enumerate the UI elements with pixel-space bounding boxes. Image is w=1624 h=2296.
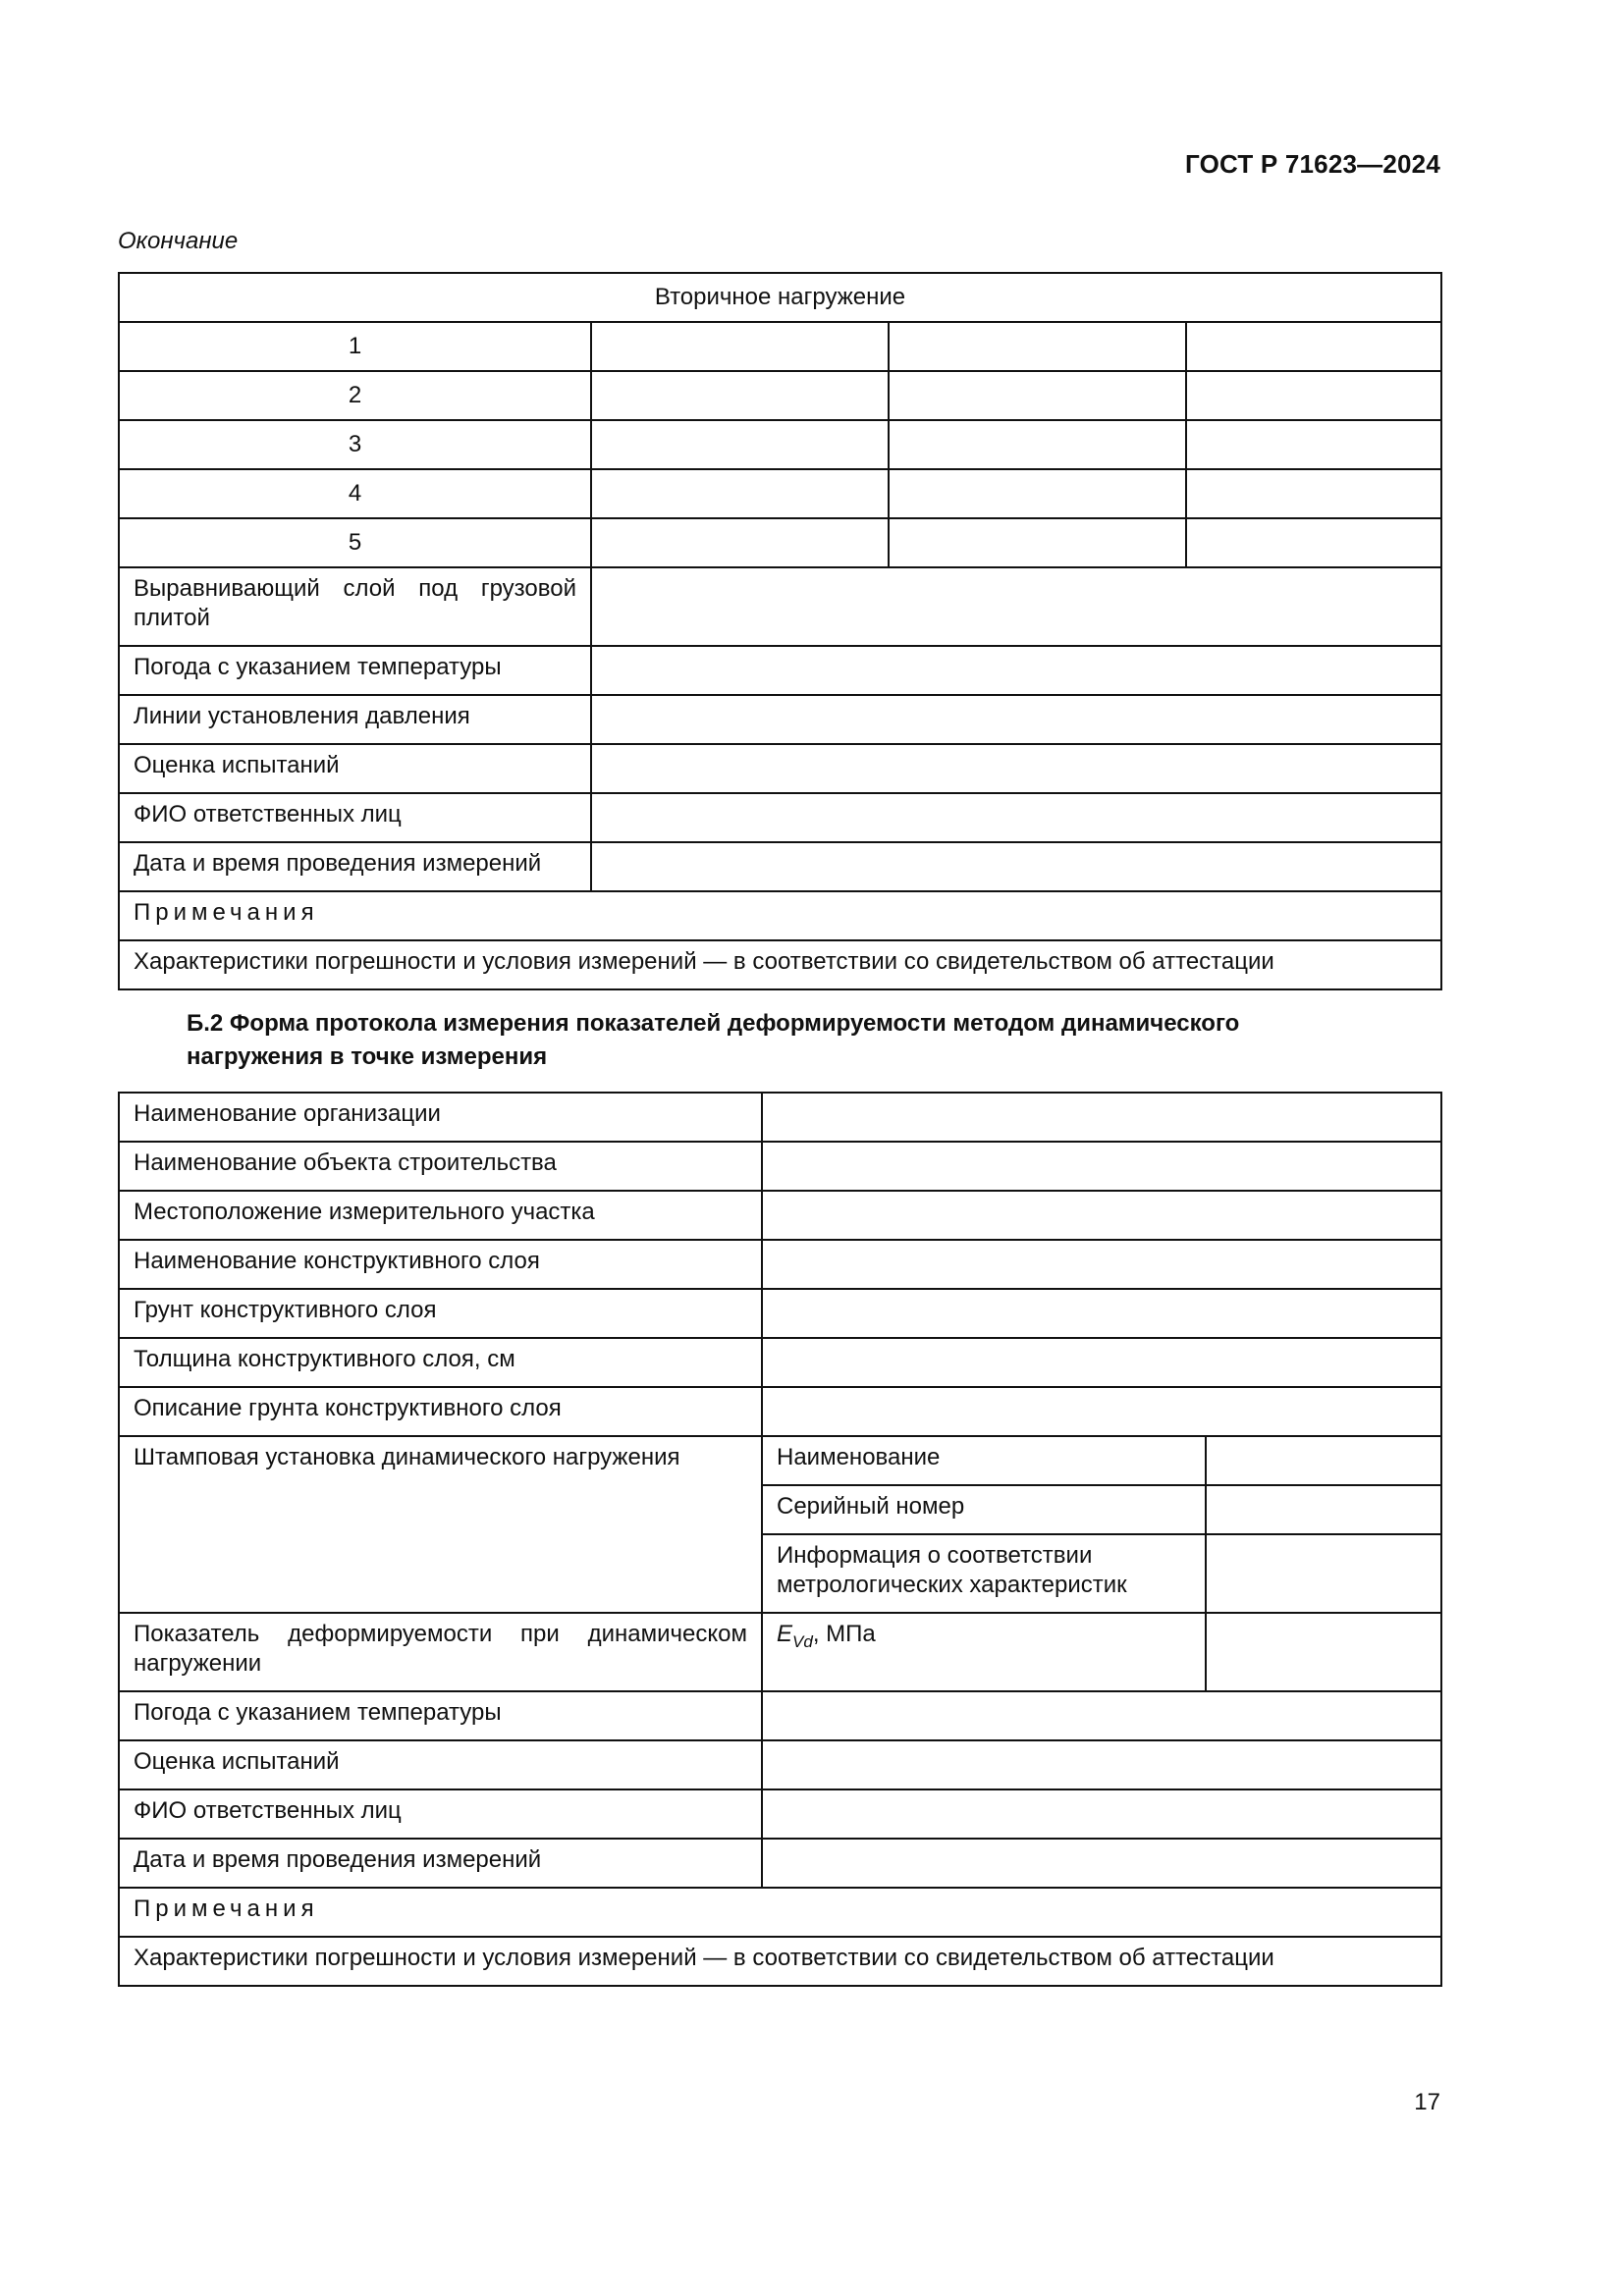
value-cell xyxy=(762,1387,1441,1436)
index-unit: , МПа xyxy=(812,1621,876,1647)
value-cell xyxy=(762,1740,1441,1789)
table-row xyxy=(119,322,1441,371)
table-row xyxy=(119,1740,1441,1789)
row-label: Наименование конструктивного слоя xyxy=(119,1240,762,1289)
document-code: ГОСТ Р 71623—2024 xyxy=(1185,149,1440,179)
value-cell xyxy=(591,518,889,567)
value-cell xyxy=(1186,518,1441,567)
value-cell xyxy=(591,646,1441,695)
table-row xyxy=(119,1937,1441,1986)
value-cell xyxy=(762,1839,1441,1888)
table-row xyxy=(119,1789,1441,1839)
value-cell xyxy=(762,1691,1441,1740)
index-symbol-cell xyxy=(762,1613,1206,1691)
table-row xyxy=(119,1338,1441,1387)
table-row xyxy=(119,1839,1441,1888)
value-cell xyxy=(591,469,889,518)
table-row xyxy=(119,469,1441,518)
row-number: 2 xyxy=(119,371,591,420)
table-row xyxy=(119,1289,1441,1338)
table-row xyxy=(119,1436,1441,1485)
row-label: Оценка испытаний xyxy=(119,744,591,793)
value-cell xyxy=(889,322,1186,371)
row-label: Наименование организации xyxy=(119,1093,762,1142)
section-b2-title: Б.2 Форма протокола измерения показателей деформируемости методом динамического нагружения в точке измерения xyxy=(187,1010,1240,1070)
table-row xyxy=(119,1387,1441,1436)
row-label: Погода с указанием температуры xyxy=(119,646,591,695)
notes-text: Характеристики погрешности и условия измерений — в соответствии со свидетельством об аттестации xyxy=(119,1937,1441,1986)
value-cell xyxy=(591,842,1441,891)
notes-label: Примечания xyxy=(119,1888,1441,1937)
value-cell xyxy=(1206,1613,1441,1691)
value-cell xyxy=(889,371,1186,420)
value-cell xyxy=(1206,1534,1441,1613)
table-row xyxy=(119,744,1441,793)
value-cell xyxy=(591,371,889,420)
dynamic-loading-protocol-table xyxy=(118,1092,1442,1987)
table-row xyxy=(119,646,1441,695)
table-row xyxy=(119,1191,1441,1240)
value-cell xyxy=(1206,1436,1441,1485)
table-row xyxy=(119,420,1441,469)
value-cell xyxy=(1186,420,1441,469)
value-cell xyxy=(591,567,1441,646)
table-row xyxy=(119,891,1441,940)
row-label: Выравнивающий слой под грузовой плитой xyxy=(119,567,591,646)
notes-text: Характеристики погрешности и условия измерений — в соответствии со свидетельством об аттестации xyxy=(119,940,1441,989)
page-number: 17 xyxy=(1414,2089,1440,2115)
row-label: Местоположение измерительного участка xyxy=(119,1191,762,1240)
row-label: Оценка испытаний xyxy=(119,1740,762,1789)
value-cell xyxy=(762,1191,1441,1240)
value-cell xyxy=(762,1338,1441,1387)
row-label: Линии установления давления xyxy=(119,695,591,744)
secondary-loading-header: Вторичное нагружение xyxy=(119,273,1441,322)
row-number: 1 xyxy=(119,322,591,371)
table-row xyxy=(119,371,1441,420)
row-label: Погода с указанием температуры xyxy=(119,1691,762,1740)
value-cell xyxy=(591,793,1441,842)
index-subscript: Vd xyxy=(792,1631,813,1651)
value-cell xyxy=(591,420,889,469)
table-row xyxy=(119,1613,1441,1691)
row-label: Толщина конструктивного слоя, см xyxy=(119,1338,762,1387)
row-number: 3 xyxy=(119,420,591,469)
table-row xyxy=(119,940,1441,989)
row-label: ФИО ответственных лиц xyxy=(119,793,591,842)
row-label: Наименование объекта строительства xyxy=(119,1142,762,1191)
value-cell xyxy=(591,322,889,371)
secondary-loading-table xyxy=(118,272,1442,990)
notes-label: Примечания xyxy=(119,891,1441,940)
value-cell xyxy=(762,1142,1441,1191)
value-cell xyxy=(889,518,1186,567)
value-cell xyxy=(762,1093,1441,1142)
device-field-label: Наименование xyxy=(762,1436,1206,1485)
table-row xyxy=(119,1691,1441,1740)
device-label: Штамповая установка динамического нагружения xyxy=(119,1436,762,1613)
value-cell xyxy=(1206,1485,1441,1534)
value-cell xyxy=(591,744,1441,793)
value-cell xyxy=(889,420,1186,469)
table-row xyxy=(119,842,1441,891)
table-row xyxy=(119,567,1441,646)
table-row xyxy=(119,1888,1441,1937)
row-label: Показатель деформируемости при динамическом нагружении xyxy=(119,1613,762,1691)
value-cell xyxy=(762,1240,1441,1289)
row-label: Дата и время проведения измерений xyxy=(119,1839,762,1888)
value-cell xyxy=(1186,469,1441,518)
device-field-label: Информация о соответствии метрологических характеристик xyxy=(762,1534,1206,1613)
continuation-label: Окончание xyxy=(118,228,239,254)
value-cell xyxy=(889,469,1186,518)
table-row xyxy=(119,793,1441,842)
table-row xyxy=(119,1142,1441,1191)
table-row xyxy=(119,695,1441,744)
value-cell xyxy=(1186,322,1441,371)
table-row xyxy=(119,273,1441,322)
row-label: Грунт конструктивного слоя xyxy=(119,1289,762,1338)
value-cell xyxy=(591,695,1441,744)
value-cell xyxy=(762,1289,1441,1338)
table-row xyxy=(119,518,1441,567)
row-label: Описание грунта конструктивного слоя xyxy=(119,1387,762,1436)
row-number: 4 xyxy=(119,469,591,518)
row-number: 5 xyxy=(119,518,591,567)
index-symbol: E xyxy=(777,1621,793,1647)
table-row xyxy=(119,1093,1441,1142)
table-row xyxy=(119,1240,1441,1289)
value-cell xyxy=(1186,371,1441,420)
row-label: Дата и время проведения измерений xyxy=(119,842,591,891)
value-cell xyxy=(762,1789,1441,1839)
row-label: ФИО ответственных лиц xyxy=(119,1789,762,1839)
device-field-label: Серийный номер xyxy=(762,1485,1206,1534)
